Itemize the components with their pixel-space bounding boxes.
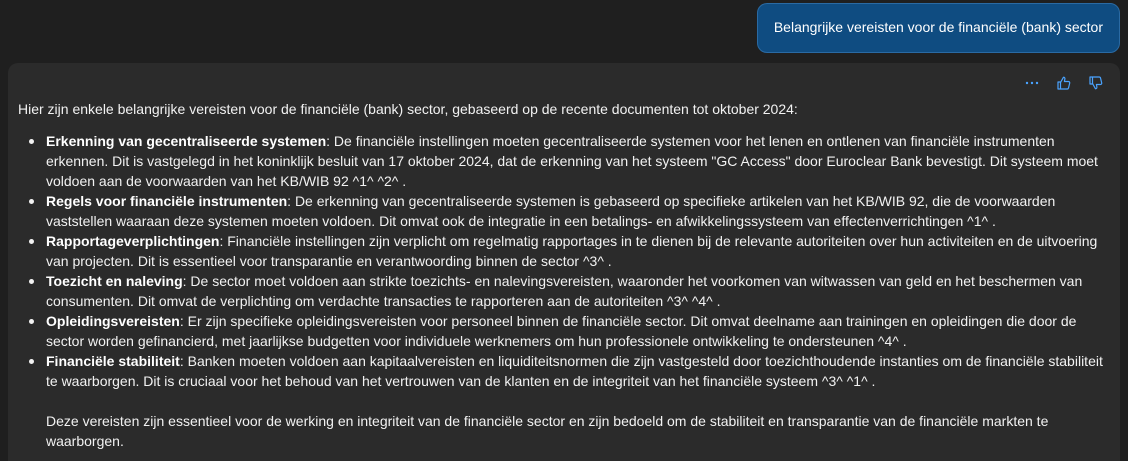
thumbs-up-icon <box>1056 75 1072 91</box>
user-message-bubble: Belangrijke vereisten voor de financiële (bank) sector <box>757 3 1120 53</box>
list-item-text: : De financiële instellingen moeten gecentraliseerde systemen voor het lenen en ontlenen van financiële instrumenten erkennen. Dit is vastgelegd in het koninklijk besluit van 17 oktober 2024, dat de erkenning van het systeem "GC Access" door Euroclear Bank bevestigt. Dit systeem moet voldoen aan de voorwaarden van het KB/WIB 92 ^1^ ^2^ . <box>46 133 1098 189</box>
list-item-title: Opleidingsvereisten <box>46 313 180 329</box>
user-message-row <box>757 3 1120 53</box>
list-item <box>46 231 1110 271</box>
list-item <box>46 351 1110 391</box>
list-item-title: Toezicht en naleving <box>46 273 183 289</box>
response-conclusion: Deze vereisten zijn essentieel voor de werking en integriteit van de financiële sector en zijn bedoeld om de stabiliteit en transparantie van de financiële markten te waarborgen. <box>46 413 1049 449</box>
like-button[interactable] <box>1054 73 1074 93</box>
more-options-button[interactable] <box>1022 73 1042 93</box>
list-item-text: : Banken moeten voldoen aan kapitaalvereisten en liquiditeitsnormen die zijn vastgesteld door toezichthoudende instanties om de financiële stabiliteit te waarborgen. Dit is cruciaal voor het behoud van het vertrouwen van de klanten en de integriteit van het financiële systeem ^3^ ^1^ . <box>46 353 1103 389</box>
list-item-text: : De sector moet voldoen aan strikte toezichts- en nalevingsvereisten, waaronder het voorkomen van witwassen van geld en het beschermen van consumenten. Dit omvat de verplichting om verdachte transacties te rapporteren aan de autoriteiten ^3^ ^4^ . <box>46 273 1083 309</box>
assistant-response-card <box>8 63 1120 461</box>
list-item-title: Rapportageverplichtingen <box>46 233 220 249</box>
list-item <box>46 191 1110 231</box>
list-item-text: : De erkenning van gecentraliseerde systemen is gebaseerd op specifieke artikelen van het KB/WIB 92, die de voorwaarden vaststellen waaraan deze systemen moeten voldoen. Dit omvat ook de integratie in een betalings- en afwikkelingssysteem van effectenverrichtingen ^1^ . <box>46 193 1056 229</box>
thumbs-down-icon <box>1088 75 1104 91</box>
more-horizontal-icon <box>1025 81 1039 85</box>
list-item-text: : Er zijn specifieke opleidingsvereisten voor personeel binnen de financiële sector. Dit omvat deelname aan trainingen en opleidingen die door de sector worden gefinancierd, met jaarlijkse budgetten voor individuele werknemers om hun professionele ontwikkeling te ondersteunen ^4^ . <box>46 313 1077 349</box>
requirements-list <box>18 131 1110 391</box>
list-item <box>46 131 1110 191</box>
response-actions <box>1022 73 1106 93</box>
dislike-button[interactable] <box>1086 73 1106 93</box>
list-item-title: Erkenning van gecentraliseerde systemen <box>46 133 327 149</box>
list-item <box>46 311 1110 351</box>
response-intro: Hier zijn enkele belangrijke vereisten voor de financiële (bank) sector, gebaseerd op de recente documenten tot oktober 2024: <box>18 101 798 117</box>
list-item <box>46 271 1110 311</box>
list-item-title: Regels voor financiële instrumenten <box>46 193 288 209</box>
list-item-text: : Financiële instellingen zijn verplicht om regelmatig rapportages in te dienen bij de relevante autoriteiten over hun activiteiten en de uitvoering van projecten. Dit is essentieel voor transparantie en verantwoording binnen de sector ^3^ . <box>46 233 1098 269</box>
list-item-title: Financiële stabiliteit <box>46 353 180 369</box>
